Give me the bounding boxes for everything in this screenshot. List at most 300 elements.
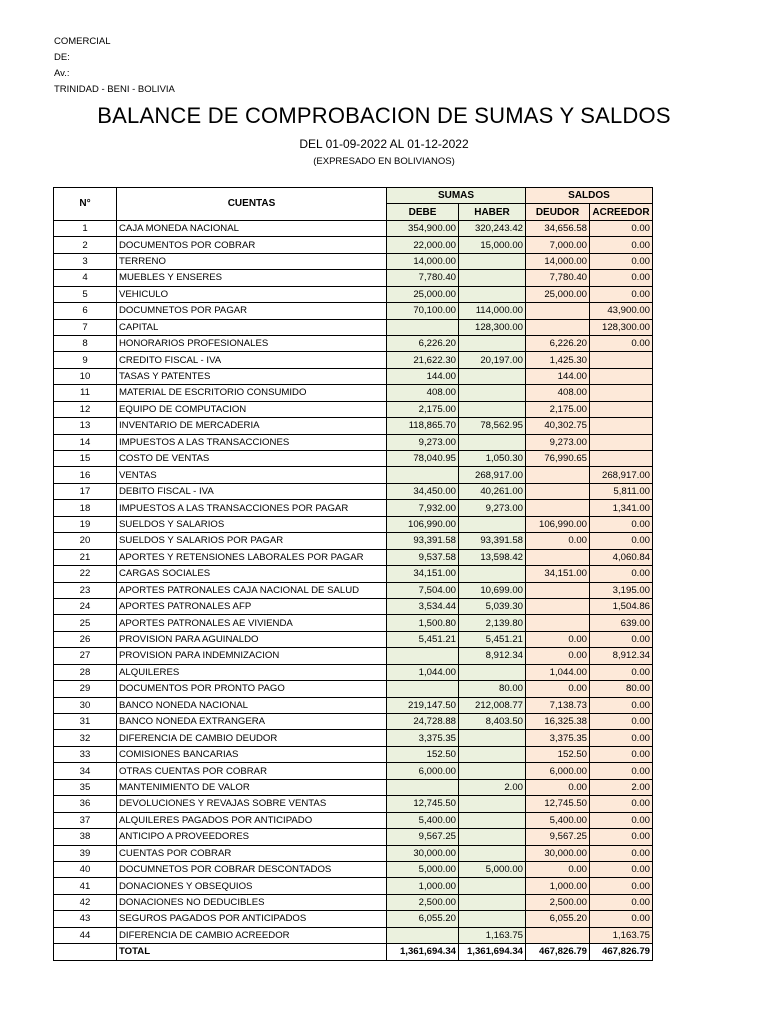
debe-value [387,927,459,943]
account-name: DEBITO FISCAL - IVA [117,483,387,499]
debe-value: 30,000.00 [387,845,459,861]
acreedor-value: 2.00 [590,779,653,795]
account-name: DOCUMENTOS POR COBRAR [117,237,387,253]
table-row [54,368,653,384]
table-row [54,253,653,269]
deudor-value: 16,325.38 [526,714,590,730]
deudor-value: 76,990.65 [526,451,590,467]
row-number: 40 [54,861,117,877]
row-number: 30 [54,697,117,713]
debe-value [387,681,459,697]
account-name: DOCUMENTOS POR PRONTO PAGO [117,681,387,697]
account-name: IMPUESTOS A LAS TRANSACCIONES [117,434,387,450]
row-number: 18 [54,500,117,516]
table-row [54,286,653,302]
account-name: DIFERENCIA DE CAMBIO DEUDOR [117,730,387,746]
row-number: 28 [54,664,117,680]
debe-value [387,779,459,795]
table-row [54,730,653,746]
deudor-value [526,303,590,319]
deudor-value [526,615,590,631]
haber-value: 1,050.30 [459,451,526,467]
haber-value: 8,403.50 [459,714,526,730]
acreedor-value: 4,060.84 [590,549,653,565]
table-row [54,796,653,812]
table-row [54,303,653,319]
debe-value [387,648,459,664]
debe-value: 34,450.00 [387,483,459,499]
debe-value: 22,000.00 [387,237,459,253]
haber-value: 1,163.75 [459,927,526,943]
account-name: ANTICIPO A PROVEEDORES [117,829,387,845]
acreedor-value: 0.00 [590,861,653,877]
debe-value: 3,375.35 [387,730,459,746]
acreedor-value: 0.00 [590,533,653,549]
acreedor-value: 0.00 [590,845,653,861]
table-row [54,615,653,631]
deudor-value: 408.00 [526,385,590,401]
account-name: INVENTARIO DE MERCADERIA [117,418,387,434]
table-row [54,631,653,647]
debe-value: 7,932.00 [387,500,459,516]
haber-value [459,385,526,401]
report-period: DEL 01-09-2022 AL 01-12-2022 [299,137,469,151]
table-row [54,237,653,253]
table-row [54,829,653,845]
debe-value: 93,391.58 [387,533,459,549]
acreedor-value: 5,811.00 [590,483,653,499]
col-header-acreedor: ACREEDOR [590,204,653,220]
deudor-value: 6,226.20 [526,335,590,351]
deudor-value: 7,000.00 [526,237,590,253]
debe-value: 6,226.20 [387,335,459,351]
debe-value: 5,400.00 [387,812,459,828]
account-name: ALQUILERES [117,664,387,680]
company-address: Av.: [54,68,70,79]
total-row [54,944,653,960]
haber-value [459,516,526,532]
row-number: 12 [54,401,117,417]
haber-value [459,845,526,861]
total-debe: 1,361,694.34 [387,944,459,960]
table-row [54,451,653,467]
deudor-value: 2,175.00 [526,401,590,417]
haber-value: 5,000.00 [459,861,526,877]
acreedor-value: 0.00 [590,631,653,647]
debe-value: 9,273.00 [387,434,459,450]
row-number: 39 [54,845,117,861]
haber-value [459,730,526,746]
total-label: TOTAL [117,944,387,960]
acreedor-value: 1,504.86 [590,598,653,614]
row-number: 35 [54,779,117,795]
account-name: BANCO NONEDA NACIONAL [117,697,387,713]
col-header-accounts: CUENTAS [117,188,387,221]
haber-value [459,894,526,910]
row-number: 10 [54,368,117,384]
col-header-number: N° [54,188,117,221]
haber-value: 268,917.00 [459,467,526,483]
table-row [54,894,653,910]
account-name: TASAS Y PATENTES [117,368,387,384]
table-row [54,533,653,549]
account-name: BANCO NONEDA EXTRANGERA [117,714,387,730]
acreedor-value: 0.00 [590,829,653,845]
deudor-value [526,927,590,943]
account-name: EQUIPO DE COMPUTACION [117,401,387,417]
haber-value: 10,699.00 [459,582,526,598]
account-name: DEVOLUCIONES Y REVAJAS SOBRE VENTAS [117,796,387,812]
deudor-value: 25,000.00 [526,286,590,302]
deudor-value [526,549,590,565]
haber-value: 5,039.30 [459,598,526,614]
total-acreedor: 467,826.79 [590,944,653,960]
row-number: 14 [54,434,117,450]
haber-value: 320,243.42 [459,220,526,236]
row-number: 27 [54,648,117,664]
debe-value: 21,622.30 [387,352,459,368]
account-name: DOCUMNETOS POR PAGAR [117,303,387,319]
table-row [54,516,653,532]
acreedor-value: 0.00 [590,697,653,713]
trial-balance-table [53,187,653,961]
deudor-value [526,319,590,335]
deudor-value: 7,780.40 [526,270,590,286]
deudor-value: 7,138.73 [526,697,590,713]
debe-value: 1,000.00 [387,878,459,894]
haber-value [459,878,526,894]
row-number: 13 [54,418,117,434]
table-row [54,434,653,450]
col-header-debe: DEBE [387,204,459,220]
table-row [54,352,653,368]
haber-value: 212,008.77 [459,697,526,713]
haber-value [459,434,526,450]
deudor-value: 5,400.00 [526,812,590,828]
debe-value: 70,100.00 [387,303,459,319]
deudor-value: 0.00 [526,681,590,697]
account-name: APORTES PATRONALES CAJA NACIONAL DE SALUD [117,582,387,598]
debe-value [387,319,459,335]
acreedor-value: 43,900.00 [590,303,653,319]
company-header [54,34,175,98]
account-name: DOCUMNETOS POR COBRAR DESCONTADOS [117,861,387,877]
account-name: COSTO DE VENTAS [117,451,387,467]
table-row [54,648,653,664]
row-number: 32 [54,730,117,746]
deudor-value: 0.00 [526,648,590,664]
table-row [54,812,653,828]
acreedor-value [590,451,653,467]
row-number: 33 [54,746,117,762]
acreedor-value: 80.00 [590,681,653,697]
deudor-value [526,598,590,614]
deudor-value [526,467,590,483]
haber-value: 20,197.00 [459,352,526,368]
deudor-value: 1,000.00 [526,878,590,894]
acreedor-value: 0.00 [590,812,653,828]
table-row [54,566,653,582]
table-row [54,401,653,417]
haber-value: 15,000.00 [459,237,526,253]
row-number: 43 [54,911,117,927]
haber-value [459,763,526,779]
deudor-value: 0.00 [526,861,590,877]
debe-value: 25,000.00 [387,286,459,302]
row-number: 38 [54,829,117,845]
row-number: 20 [54,533,117,549]
group-header-sumas: SUMAS [387,188,526,204]
table-row [54,878,653,894]
account-name: SEGUROS PAGADOS POR ANTICIPADOS [117,911,387,927]
debe-value: 118,865.70 [387,418,459,434]
haber-value: 5,451.21 [459,631,526,647]
deudor-value: 0.00 [526,533,590,549]
table-row [54,385,653,401]
table-row [54,681,653,697]
account-name: DONACIONES NO DEDUCIBLES [117,894,387,910]
acreedor-value: 0.00 [590,516,653,532]
col-header-deudor: DEUDOR [526,204,590,220]
acreedor-value: 0.00 [590,566,653,582]
acreedor-value: 128,300.00 [590,319,653,335]
acreedor-value: 0.00 [590,270,653,286]
account-name: APORTES PATRONALES AE VIVIENDA [117,615,387,631]
acreedor-value: 268,917.00 [590,467,653,483]
table-row [54,598,653,614]
haber-value [459,746,526,762]
table-row [54,582,653,598]
haber-value [459,368,526,384]
account-name: ALQUILERES PAGADOS POR ANTICIPADO [117,812,387,828]
deudor-value [526,500,590,516]
haber-value: 40,261.00 [459,483,526,499]
haber-value [459,335,526,351]
table-row [54,861,653,877]
table-row [54,714,653,730]
table-row [54,845,653,861]
account-name: CUENTAS POR COBRAR [117,845,387,861]
deudor-value: 0.00 [526,631,590,647]
row-number: 44 [54,927,117,943]
deudor-value: 6,000.00 [526,763,590,779]
acreedor-value: 8,912.34 [590,648,653,664]
acreedor-value: 0.00 [590,237,653,253]
table-row [54,549,653,565]
row-number: 16 [54,467,117,483]
deudor-value [526,582,590,598]
acreedor-value: 0.00 [590,730,653,746]
acreedor-value: 0.00 [590,878,653,894]
debe-value [387,467,459,483]
haber-value: 13,598.42 [459,549,526,565]
deudor-value: 34,656.58 [526,220,590,236]
acreedor-value: 0.00 [590,335,653,351]
account-name: OTRAS CUENTAS POR COBRAR [117,763,387,779]
row-number: 41 [54,878,117,894]
haber-value: 114,000.00 [459,303,526,319]
row-number: 3 [54,253,117,269]
row-number: 24 [54,598,117,614]
table-row [54,911,653,927]
haber-value: 93,391.58 [459,533,526,549]
acreedor-value: 3,195.00 [590,582,653,598]
deudor-value: 0.00 [526,779,590,795]
debe-value: 6,055.20 [387,911,459,927]
acreedor-value [590,368,653,384]
haber-value [459,911,526,927]
debe-value: 7,504.00 [387,582,459,598]
haber-value: 2.00 [459,779,526,795]
table-row [54,779,653,795]
table-row [54,483,653,499]
row-number: 8 [54,335,117,351]
acreedor-value: 0.00 [590,911,653,927]
deudor-value: 1,044.00 [526,664,590,680]
row-number: 36 [54,796,117,812]
debe-value: 2,500.00 [387,894,459,910]
company-owner: DE: [54,52,70,63]
acreedor-value: 0.00 [590,714,653,730]
account-name: PROVISION PARA INDEMNIZACION [117,648,387,664]
acreedor-value [590,418,653,434]
account-name: COMISIONES BANCARIAS [117,746,387,762]
debe-value: 152.50 [387,746,459,762]
group-header-saldos: SALDOS [526,188,653,204]
table-row [54,927,653,943]
deudor-value: 144.00 [526,368,590,384]
deudor-value: 9,273.00 [526,434,590,450]
deudor-value: 106,990.00 [526,516,590,532]
row-number: 31 [54,714,117,730]
debe-value: 408.00 [387,385,459,401]
deudor-value: 3,375.35 [526,730,590,746]
deudor-value: 2,500.00 [526,894,590,910]
document-title: BALANCE DE COMPROBACION DE SUMAS Y SALDOS [97,103,671,128]
acreedor-value [590,401,653,417]
haber-value: 78,562.95 [459,418,526,434]
row-number: 23 [54,582,117,598]
acreedor-value: 0.00 [590,220,653,236]
company-location: TRINIDAD - BENI - BOLIVIA [54,84,175,95]
account-name: TERRENO [117,253,387,269]
haber-value: 2,139.80 [459,615,526,631]
acreedor-value: 0.00 [590,253,653,269]
debe-value: 2,175.00 [387,401,459,417]
debe-value: 5,000.00 [387,861,459,877]
deudor-value: 12,745.50 [526,796,590,812]
table-row [54,335,653,351]
deudor-value: 14,000.00 [526,253,590,269]
row-number: 5 [54,286,117,302]
account-name: CARGAS SOCIALES [117,566,387,582]
table-row [54,763,653,779]
row-number: 29 [54,681,117,697]
haber-value [459,796,526,812]
row-number: 4 [54,270,117,286]
debe-value: 12,745.50 [387,796,459,812]
haber-value [459,664,526,680]
deudor-value: 40,302.75 [526,418,590,434]
debe-value: 9,567.25 [387,829,459,845]
haber-value: 80.00 [459,681,526,697]
account-name: MUEBLES Y ENSERES [117,270,387,286]
row-number: 2 [54,237,117,253]
debe-value: 219,147.50 [387,697,459,713]
table-row [54,500,653,516]
acreedor-value: 639.00 [590,615,653,631]
debe-value: 24,728.88 [387,714,459,730]
debe-value: 1,500.80 [387,615,459,631]
row-number: 9 [54,352,117,368]
table-row [54,270,653,286]
haber-value [459,566,526,582]
acreedor-value: 0.00 [590,286,653,302]
total-haber: 1,361,694.34 [459,944,526,960]
table-row [54,467,653,483]
acreedor-value: 0.00 [590,664,653,680]
debe-value: 106,990.00 [387,516,459,532]
haber-value [459,270,526,286]
account-name: DIFERENCIA DE CAMBIO ACREEDOR [117,927,387,943]
table-row [54,697,653,713]
debe-value: 7,780.40 [387,270,459,286]
row-number: 26 [54,631,117,647]
account-name: IMPUESTOS A LAS TRANSACCIONES POR PAGAR [117,500,387,516]
haber-value: 9,273.00 [459,500,526,516]
deudor-value: 6,055.20 [526,911,590,927]
table-row [54,319,653,335]
debe-value: 34,151.00 [387,566,459,582]
table-row [54,418,653,434]
account-name: APORTES Y RETENSIONES LABORALES POR PAGAR [117,549,387,565]
haber-value [459,812,526,828]
row-number: 37 [54,812,117,828]
total-deudor: 467,826.79 [526,944,590,960]
debe-value: 6,000.00 [387,763,459,779]
debe-value: 78,040.95 [387,451,459,467]
account-name: MANTENIMIENTO DE VALOR [117,779,387,795]
row-number: 11 [54,385,117,401]
haber-value: 8,912.34 [459,648,526,664]
haber-value: 128,300.00 [459,319,526,335]
deudor-value: 1,425.30 [526,352,590,368]
acreedor-value: 0.00 [590,763,653,779]
total-blank [54,944,117,960]
account-name: APORTES PATRONALES AFP [117,598,387,614]
acreedor-value: 0.00 [590,796,653,812]
haber-value [459,401,526,417]
debe-value: 144.00 [387,368,459,384]
row-number: 42 [54,894,117,910]
row-number: 15 [54,451,117,467]
account-name: SUELDOS Y SALARIOS [117,516,387,532]
acreedor-value [590,434,653,450]
acreedor-value: 0.00 [590,746,653,762]
row-number: 21 [54,549,117,565]
haber-value [459,253,526,269]
account-name: HONORARIOS PROFESIONALES [117,335,387,351]
account-name: CAJA MONEDA NACIONAL [117,220,387,236]
account-name: CAPITAL [117,319,387,335]
debe-value: 9,537.58 [387,549,459,565]
acreedor-value: 1,341.00 [590,500,653,516]
row-number: 7 [54,319,117,335]
account-name: SUELDOS Y SALARIOS POR PAGAR [117,533,387,549]
row-number: 25 [54,615,117,631]
row-number: 22 [54,566,117,582]
account-name: PROVISION PARA AGUINALDO [117,631,387,647]
